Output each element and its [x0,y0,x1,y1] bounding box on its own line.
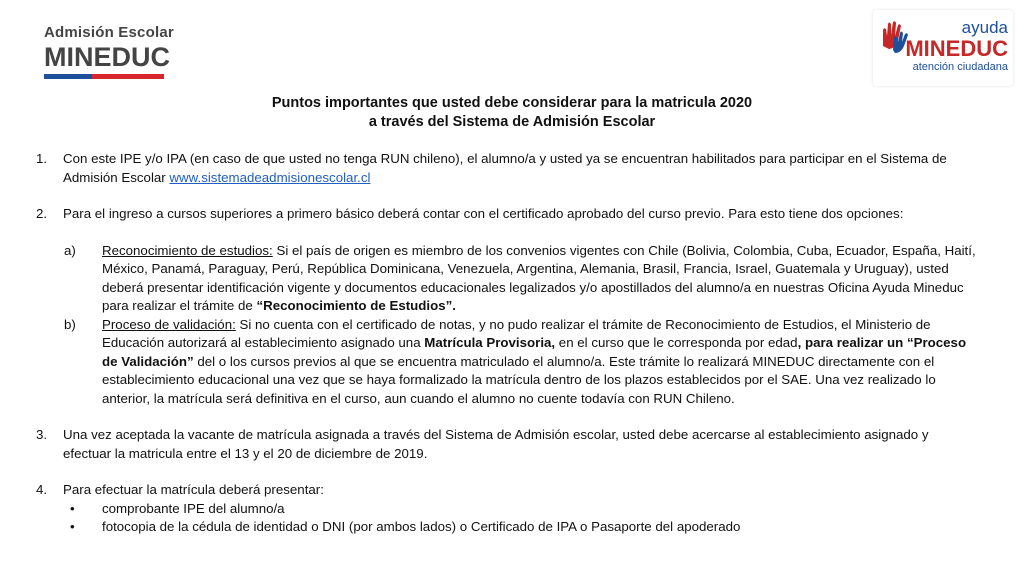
bullet-item [70,500,976,519]
bullet-icon: • [70,500,75,516]
list-item-1 [36,150,976,187]
list-item-2 [36,205,976,224]
sub-item-heading: Reconocimiento de estudios: [102,242,273,258]
item-text: Para el ingreso a cursos superiores a primero básico deberá contar con el certificado aprobado del curso previo. Para esto tiene dos opciones: [63,206,904,221]
logo-right-subtitle: atención ciudadana [912,61,1008,73]
sub-item-text: Si no cuenta con el certificado de notas, y no pudo realizar el trámite de Reconocimiento de Estudios, el Ministerio de Educación autorizará al establecimiento asignado una [102,316,931,350]
sub-item-heading: Proceso de validación: [102,316,236,332]
item-text: Una vez aceptada la vacante de matrícula asignada a través del Sistema de Admisión escolar, usted debe acercarse al establecimiento asignado y efectuar la matricula entre el 13 y el 20 de diciembre de 2019. [63,427,929,461]
sub-item-letter: b) [64,316,76,332]
document-title [0,94,1024,132]
document-body [36,150,976,537]
sub-item-bold: Matrícula Provisoria, [424,335,556,350]
item-number: 3. [36,427,48,442]
logo-right-mineduc: MINEDUC [905,36,1008,61]
list-item-3 [36,426,976,463]
ayuda-mineduc-logo [873,10,1013,86]
sub-item-text: Si el país de origen es miembro de los convenios vigentes con Chile (Bolivia, Colombia, Cuba, Ecuador, España, Haití, México, Panamá, Paraguay, Perú, República Dominicana, Venezuela, Argentina, Alemania, Brasil, Francia, Israel, Guatemala y Uruguay), usted deberá presentar identificación vigente y documentos educacionales legalizados y/o apostillados del alumno/a en nuestras Oficina Ayuda Mineduc para realizar el trámite de [102,242,976,313]
sub-item-a [64,242,976,316]
list-item-4 [36,481,976,500]
title-line1: Puntos importantes que usted debe considerar para la matricula 2020 [271,95,753,111]
sub-item-bold: , para realizar un “Proceso de Validación” [102,335,967,369]
bullet-icon: • [70,519,75,534]
logo-left-line1: Admisión Escolar [44,24,174,41]
item-number: 1. [36,151,48,166]
sub-item-text: del o los cursos previos al que se encuentra matriculado el alumno/a. Este trámite lo realizará MINEDUC directamente con el establecimiento educacional una vez que se haya formalizado la matrícula dentro de los plazos establecidos por el SAE. Una vez realizado lo anterior, la matrícula será definitiva en el curso, aun cuando el alumno no cuente todavía con RUN Chileno. [102,353,936,406]
sub-item-b [64,316,976,409]
sub-item-letter: a) [64,242,76,258]
logo-left-line2: MINEDUC [44,42,170,72]
admision-escolar-logo [44,24,174,79]
item-number: 4. [36,482,48,497]
title-line2: a través del Sistema de Admisión Escolar [368,114,656,130]
item-text: Para efectuar la matrícula deberá presentar: [63,482,324,497]
item-text: Con este IPE y/o IPA (en caso de que usted no tenga RUN chileno), el alumno/a y usted ya se encuentran habilitados para participar en el Sistema de Admisión Escolar [63,151,947,185]
sistema-admision-link[interactable]: www.sistemadeadmisionescolar.cl [169,169,371,185]
item-number: 2. [36,206,48,221]
sub-item-text: en el curso que le corresponda por edad [555,335,798,350]
bullet-text: fotocopia de la cédula de identidad o DNI (por ambos lados) o Certificado de IPA o Pasaporte del apoderado [102,519,741,534]
bullet-item [70,518,976,537]
bullet-text: comprobante IPE del alumno/a [102,500,285,516]
sub-item-bold: “Reconocimiento de Estudios”. [256,298,456,313]
flag-bar [44,74,164,79]
logo-right-ayuda: ayuda [961,18,1008,37]
